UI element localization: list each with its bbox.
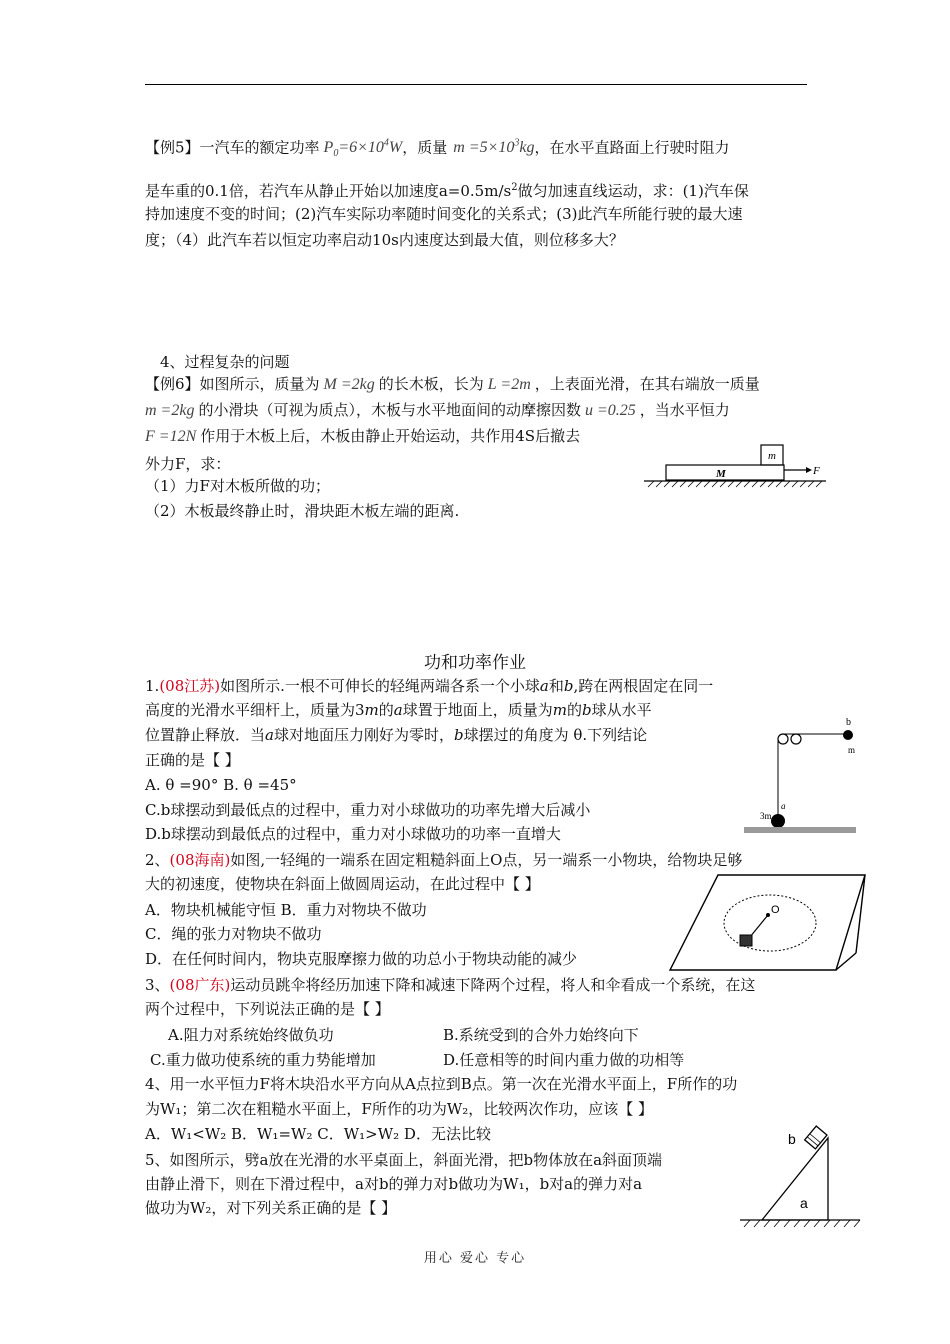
ex6-l2b: 的小滑块（可视为质点），木板与水平地面间的动摩擦因数 xyxy=(198,401,581,419)
incline-face xyxy=(670,875,865,970)
ex6-l1c: ，上表面光滑，在其右端放一质量 xyxy=(534,375,760,393)
ex6-l1b: 的长木板，长为 xyxy=(378,375,484,393)
table-hatch xyxy=(744,1220,860,1227)
q1-l2m2: m xyxy=(552,701,567,719)
label-3m: 3m xyxy=(760,811,772,821)
q3-l1: 运动员跳伞将经历加速下降和减速下降两个过程，将人和伞看成一个系统，在这 xyxy=(230,976,756,994)
q1-l2m: m xyxy=(364,701,379,719)
q1-num: 1. xyxy=(145,677,160,695)
q1-l3-b: b xyxy=(453,726,464,744)
q1-options-ab xyxy=(145,775,297,795)
q3-source: (08广东) xyxy=(169,976,231,994)
ex5-prefix: 【例5】一汽车的额定功率 xyxy=(145,138,320,157)
header-rule xyxy=(145,84,807,85)
example5-line2 xyxy=(145,178,749,201)
pendulum-figure xyxy=(740,705,860,840)
incline-circle-figure xyxy=(668,873,868,973)
ex6-l2c: ，当水平恒力 xyxy=(639,401,730,419)
label-a: a xyxy=(800,1195,808,1211)
q3-option-c: C.重力做功使系统的重力势能增加 xyxy=(150,1051,376,1069)
q1-l2c: 球置于地面上，质量为 xyxy=(402,701,553,719)
q1-b: b xyxy=(563,677,574,695)
q1-l3a: 位置静止释放．当 xyxy=(145,726,266,744)
board-figure xyxy=(640,440,830,495)
ball-a xyxy=(771,814,785,828)
q2-option-c: C．绳的张力对物块不做功 xyxy=(145,925,322,943)
q5-line3: 做功为W₂，对下列关系正确的是【 】 xyxy=(145,1199,397,1217)
example6-q2: （2）木板最终静止时，滑块距木板左端的距离. xyxy=(145,502,460,520)
q2-num: 2、 xyxy=(145,851,170,869)
ex6-l1a: 【例6】如图所示，质量为 xyxy=(145,375,320,393)
example5-line1 xyxy=(145,134,730,165)
small-block xyxy=(740,935,752,946)
q1-line4: 正确的是【 】 xyxy=(145,751,240,769)
example5-line3: 持加速度不变的时间；(2)汽车实际功率随时间变化的关系式；(3)此汽车所能行驶的最大速 xyxy=(145,205,743,223)
q2-option-ab: A．物块机械能守恒 B．重力对物块不做功 xyxy=(145,901,427,919)
q1-l2: 高度的光滑水平细杆上，质量为3 xyxy=(145,701,365,719)
label-o: O xyxy=(771,904,780,916)
q1-l3-a: a xyxy=(265,726,274,744)
force-arrowhead xyxy=(806,467,812,473)
example6-line1 xyxy=(145,374,760,395)
q1-option-a: A. θ =90° xyxy=(145,776,219,794)
label-b: b xyxy=(846,717,851,728)
wedge-a xyxy=(762,1138,828,1220)
ex5-line2b: 做匀加速直线运动，求：(1)汽车保 xyxy=(517,182,749,200)
q4-options: A．W₁<W₂ B．W₁=W₂ C．W₁>W₂ D．无法比较 xyxy=(145,1125,491,1143)
example6-line2 xyxy=(145,400,730,421)
rod-right xyxy=(791,734,801,744)
rod-left xyxy=(778,734,788,744)
p0-unit: W xyxy=(388,139,403,157)
q3-num: 3、 xyxy=(145,976,170,994)
q1-line1 xyxy=(145,676,713,696)
p0-exp: 4 xyxy=(383,138,389,149)
q1-l3c: 球摆过的角度为 θ.下列结论 xyxy=(463,726,648,744)
homework-title: 功和功率作业 xyxy=(424,653,526,673)
ex6-mass-m: m =2kg xyxy=(145,402,195,419)
mass-exp: 3 xyxy=(514,138,520,149)
ex6-mu: u =0.25 xyxy=(584,402,636,419)
ground-strip xyxy=(744,827,856,833)
q1-a: a xyxy=(539,677,549,695)
q1-l2d: 的 xyxy=(567,701,583,719)
q5-line1: 5、如图所示，劈a放在光滑的水平桌面上，斜面光滑，把b物体放在a斜面顶端 xyxy=(145,1151,663,1169)
mass-unit: kg xyxy=(519,139,535,157)
q3-option-a: A.阻力对系统始终做负功 xyxy=(168,1026,334,1044)
q1-and: 和 xyxy=(548,677,564,695)
ex5-line2a: 是车重的0.1倍，若汽车从静止开始以加速度a=0.5m/s xyxy=(145,182,512,200)
label-a: a xyxy=(781,801,786,811)
q2-line1 xyxy=(145,850,742,870)
p0-formula xyxy=(323,138,403,160)
ground-hatch xyxy=(648,481,822,487)
block-b-hatch1 xyxy=(807,1137,818,1146)
example5-line4: 度；（4）此汽车若以恒定功率启动10s内速度达到最大值，则位移多大？ xyxy=(145,231,624,249)
q3-line2: 两个过程中，下列说法正确的是【 】 xyxy=(145,1000,390,1018)
q5-line2: 由静止滑下，则在下滑过程中，a对b的弹力对b做功为W₁，b对a的弹力对a xyxy=(145,1175,643,1193)
label-m: m xyxy=(848,745,856,755)
mass-formula xyxy=(453,139,534,156)
q1-line3 xyxy=(145,725,647,745)
q1-l2e: 球从水平 xyxy=(591,701,652,719)
q2-option-d: D．在任何时间内，物块克服摩擦力做的功总小于物块动能的减少 xyxy=(145,950,578,968)
q1-option-b: B. θ =45° xyxy=(223,776,297,794)
q1-l2a: a xyxy=(393,701,403,719)
circular-path xyxy=(724,895,816,951)
q4-line1: 4、用一水平恒力F将木块沿水平方向从A点拉到B点。第一次在光滑水平面上，F所作的功 xyxy=(145,1075,738,1093)
q1-l3b: 球对地面压力刚好为零时， xyxy=(273,726,454,744)
q1-l1c: ,跨在两根固定在同一 xyxy=(573,677,714,695)
q2-source: (08海南) xyxy=(169,851,231,869)
block-b-hatch2 xyxy=(810,1134,821,1143)
example6-line4: 外力F，求： xyxy=(145,455,231,473)
ex6-length-L: L =2m xyxy=(487,376,531,393)
q2-l1: 如图,一轻绳的一端系在固定粗糙斜面上O点，另一端系一小物块，给物块足够 xyxy=(230,851,743,869)
ex6-mass-M: M =2kg xyxy=(323,376,375,393)
q3-option-b: B.系统受到的合外力始终向下 xyxy=(443,1026,639,1044)
page-footer: 用心 爱心 专心 xyxy=(423,1251,527,1266)
ex6-force-F: F =12N xyxy=(145,428,197,445)
ex5-tail: ，在水平直路面上行驶时阻力 xyxy=(534,138,730,157)
wedge-figure xyxy=(738,1120,863,1230)
q4-line2: 为W₁；第二次在粗糙水平面上，F所作的功为W₂，比较两次作功，应该【 】 xyxy=(145,1100,654,1118)
ex5-line2-sup: 2 xyxy=(511,182,518,193)
p0-symbol: P xyxy=(323,139,334,157)
block-b-group xyxy=(805,1126,827,1149)
q1-option-c: C.b球摆动到最低点的过程中，重力对小球做功的功率先增大后减小 xyxy=(145,801,591,819)
board-label: M xyxy=(716,468,726,480)
mass-expr: m =5×10 xyxy=(453,139,515,157)
q1-option-d: D.b球摆动到最低点的过程中，重力对小球做功的功率一直增大 xyxy=(145,825,561,843)
force-label: F xyxy=(813,465,820,477)
q1-source: (08江苏) xyxy=(159,677,221,695)
string xyxy=(750,915,768,937)
q2-line2: 大的初速度，使物块在斜面上做圆周运动，在此过程中【 】 xyxy=(145,875,540,893)
example6-q1: （1）力F对木板所做的功； xyxy=(145,477,330,495)
p0-eq: =6×10 xyxy=(338,139,384,157)
example6-line3 xyxy=(145,426,580,447)
ex5-mass-label: ，质量 xyxy=(402,138,448,157)
ball-b xyxy=(843,730,853,740)
incline-edge xyxy=(856,875,865,953)
q3-line1 xyxy=(145,975,755,995)
q1-l2b: 的 xyxy=(378,701,394,719)
q1-line2 xyxy=(145,700,652,720)
p0-sub: 0 xyxy=(333,148,339,160)
q1-l2b2: b xyxy=(582,701,592,719)
block-label: m xyxy=(768,450,776,462)
section4-heading: 4、过程复杂的问题 xyxy=(160,353,290,371)
label-b: b xyxy=(788,1131,796,1147)
q3-option-d: D.任意相等的时间内重力做的功相等 xyxy=(443,1051,685,1069)
q1-l1: 如图所示.一根不可伸长的轻绳两端各系一个小球 xyxy=(220,677,540,695)
ex6-l3b: 作用于木板上后，木板由静止开始运动，共作用4S后撤去 xyxy=(200,427,581,445)
